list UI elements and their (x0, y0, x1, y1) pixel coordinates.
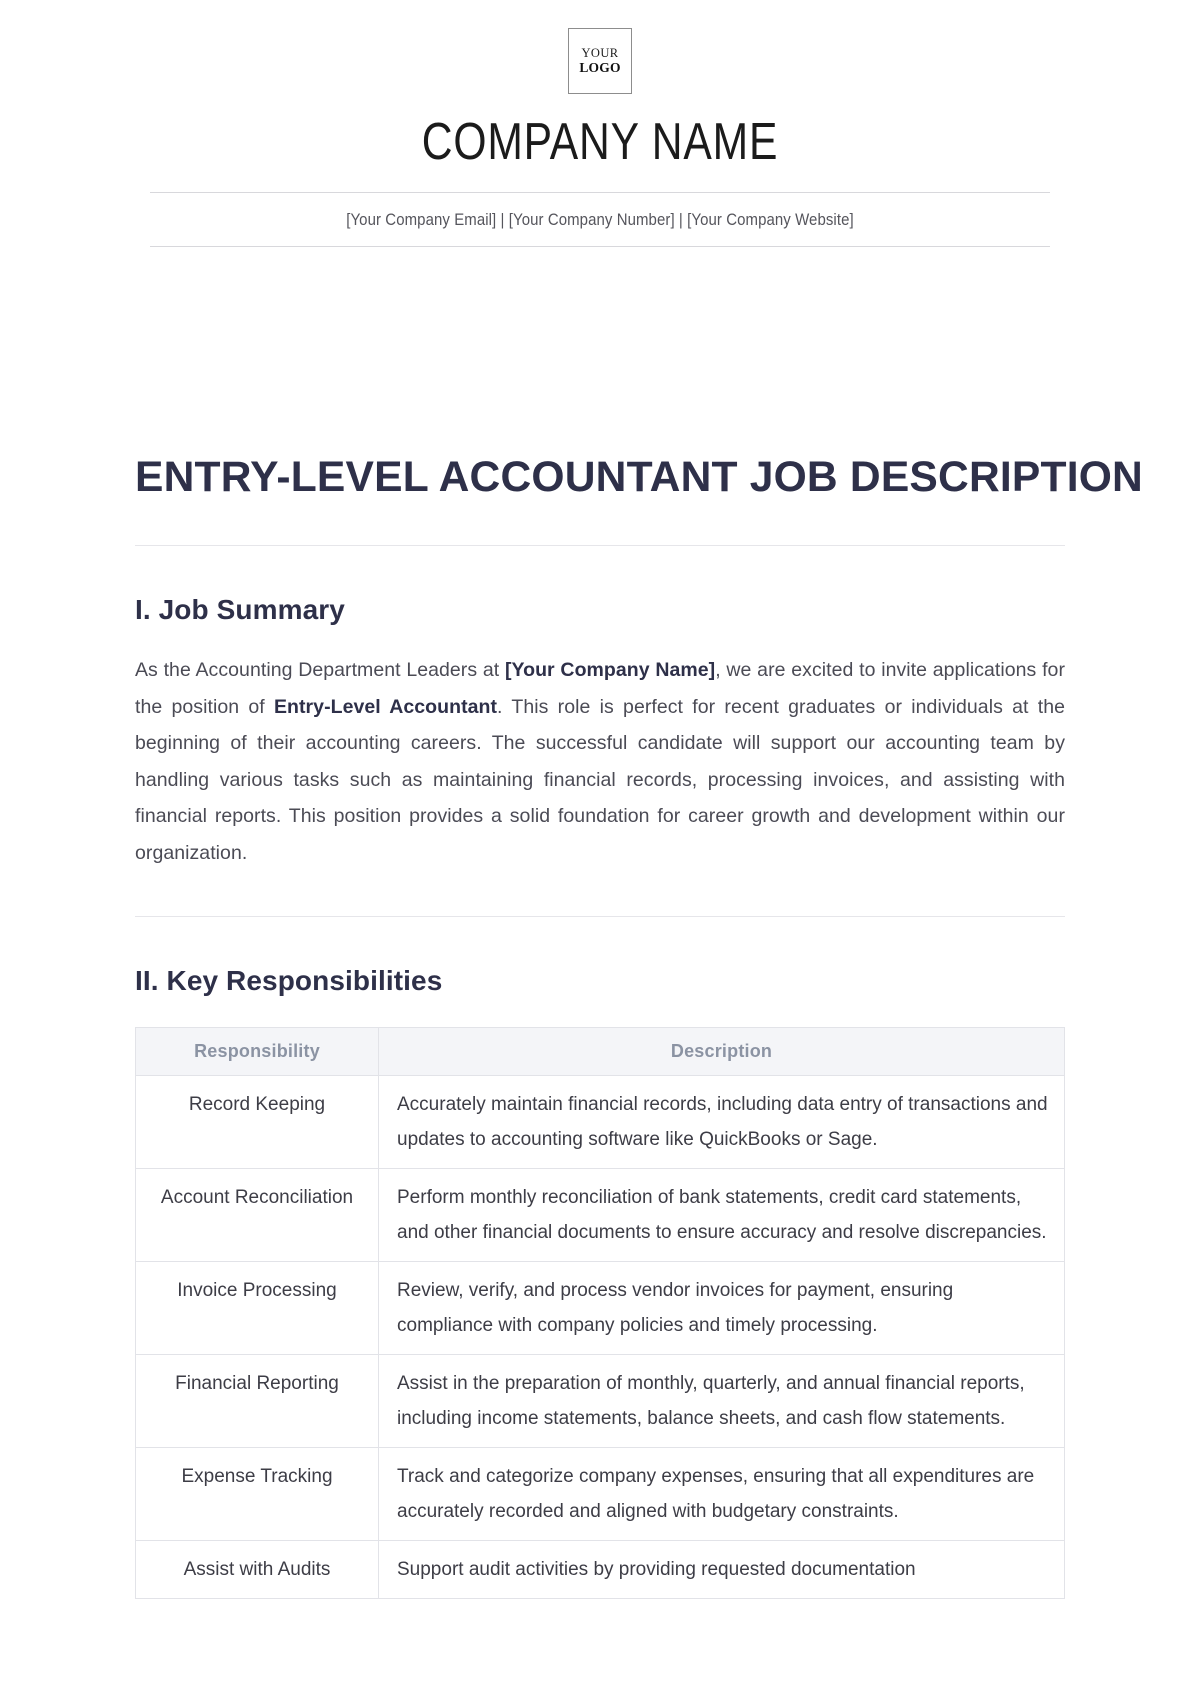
company-name: COMPANY NAME (421, 113, 779, 171)
column-header-responsibility: Responsibility (136, 1028, 379, 1076)
table-row (136, 1448, 1065, 1541)
cell-description: Perform monthly reconciliation of bank statements, credit card statements, and other financial documents to ensure accuracy and resolve discrepancies. (379, 1169, 1065, 1262)
table-row (136, 1076, 1065, 1169)
cell-description: Review, verify, and process vendor invoices for payment, ensuring compliance with company policies and timely processing. (379, 1262, 1065, 1355)
summary-text-1: As the Accounting Department Leaders at (135, 659, 505, 682)
cell-responsibility: Invoice Processing (136, 1262, 379, 1355)
table-row (136, 1169, 1065, 1262)
responsibilities-table (135, 1027, 1065, 1599)
cell-responsibility: Expense Tracking (136, 1448, 379, 1541)
table-row (136, 1262, 1065, 1355)
table-header-row (136, 1028, 1065, 1076)
logo-text-your: YOUR (581, 46, 619, 61)
cell-description: Accurately maintain financial records, including data entry of transactions and updates to accounting software like QuickBooks or Sage. (379, 1076, 1065, 1169)
responsibilities-table-body (136, 1076, 1065, 1599)
cell-description: Support audit activities by providing requested documentation (379, 1541, 1065, 1599)
page-title: ENTRY-LEVEL ACCOUNTANT JOB DESCRIPTION (135, 452, 1143, 501)
table-row (136, 1355, 1065, 1448)
summary-text-3: . This role is perfect for recent graduates or individuals at the beginning of their accounting careers. The successful candidate will support our accounting team by handling various tasks such as maintaining financial records, processing invoices, and assisting with financial reports. This position provides a solid foundation for career growth and development within our organization. (135, 695, 1065, 864)
cell-description: Track and categorize company expenses, ensuring that all expenditures are accurately recorded and aligned with budgetary constraints. (379, 1448, 1065, 1541)
company-logo-placeholder (568, 28, 632, 94)
document-content (135, 247, 1143, 1599)
cell-responsibility: Financial Reporting (136, 1355, 379, 1448)
title-divider (135, 545, 1065, 546)
column-header-description: Description (379, 1028, 1065, 1076)
cell-description: Assist in the preparation of monthly, quarterly, and annual financial reports, including income statements, balance sheets, and cash flow statements. (379, 1355, 1065, 1448)
summary-role-title: Entry-Level Accountant (273, 695, 498, 718)
table-row (136, 1541, 1065, 1599)
logo-text-logo: LOGO (579, 60, 621, 76)
job-summary-paragraph (135, 652, 1065, 871)
letterhead (0, 0, 1200, 247)
section-divider-1 (135, 916, 1065, 917)
cell-responsibility: Record Keeping (136, 1076, 379, 1169)
responsibilities-table-head (136, 1028, 1065, 1076)
cell-responsibility: Account Reconciliation (136, 1169, 379, 1262)
cell-responsibility: Assist with Audits (136, 1541, 379, 1599)
section-heading-job-summary: I. Job Summary (135, 594, 345, 626)
section-heading-key-responsibilities: II. Key Responsibilities (135, 965, 443, 997)
summary-text-2: , we are excited to invite applications for the position of (135, 659, 1065, 718)
company-contact-line: [Your Company Email] | [Your Company Number] | [Your Company Website] (346, 210, 854, 229)
summary-company-placeholder: [Your Company Name] (504, 659, 716, 682)
